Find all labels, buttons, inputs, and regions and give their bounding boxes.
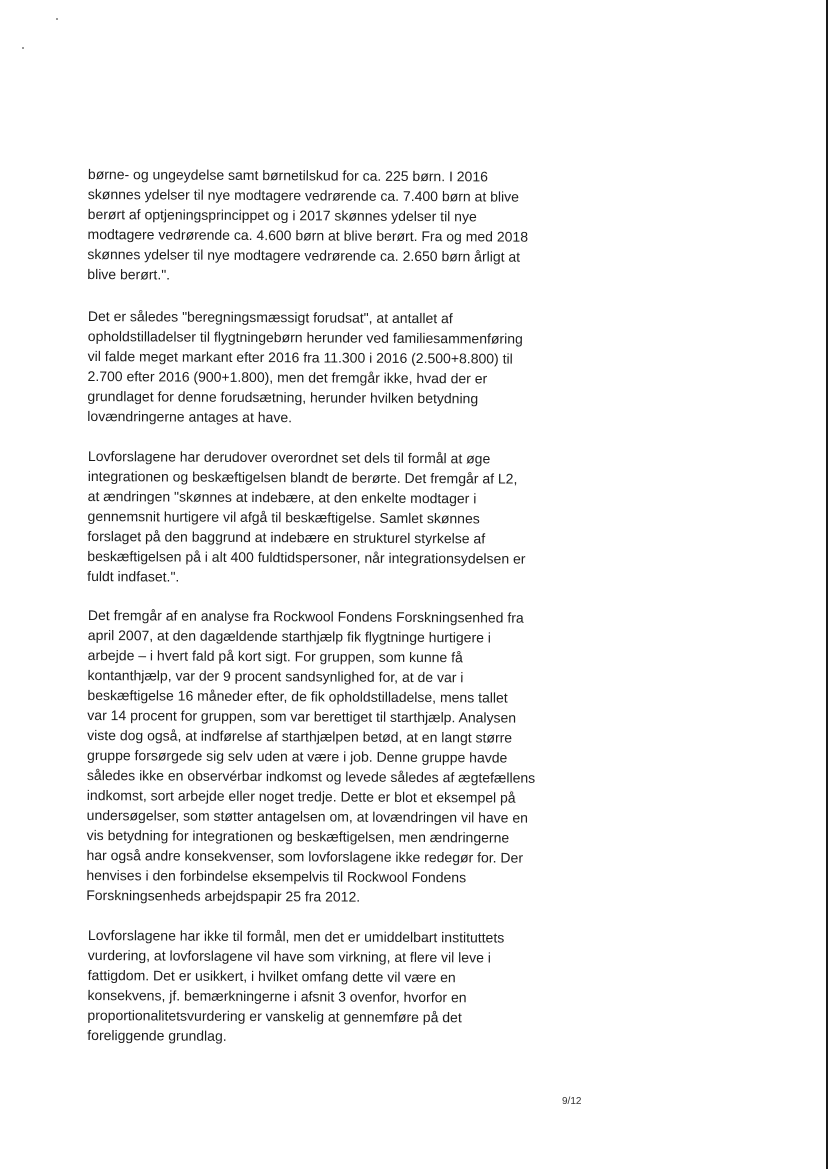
page-number: 9/12 xyxy=(562,1096,582,1107)
paragraph-integration-purpose: Lovforslagene har derudover overordnet set dels til formål at øge integrationen og beskæftigelsen blandt de berørte. Det fremgår af L2, at ændringen "skønnes at indebære, at den enkelte modtager i gennemsnit hurtigere vil afgå til beskæftigelse. Samlet skønnes forslaget på den baggrund at indebære en strukturel styrkelse af beskæftigelsen på i alt 400 fuldtidspersoner, når integrationsydelsen er fuldt indfaset.". xyxy=(87,447,526,585)
paragraph-poverty-assessment: Lovforslagene har ikke til formål, men det er umiddelbart instituttets vurdering, at lovforslagene vil have som virkning, at flere vil leve i fattigdom. Det er usikkert, i hvilket omfang dette vil være en konsekvens, jf. bemærkningerne i afsnit 3 ovenfor, hvorfor en proportionalitetsvurdering er vanskelig at gennemføre på det foreliggende grundlag. xyxy=(87,926,505,1044)
scan-speck xyxy=(56,18,58,20)
paragraph-rockwool-analysis: Det fremgår af en analyse fra Rockwool Fondens Forskningsenhed fra april 2007, at den dagældende starthjælp fik flygtninge hurtigere i arbejde – i hvert fald på kort sigt. For gruppen, som kunne få kontanthjælp, var der 9 procent sandsynlighed for, at de var i beskæftigelse 16 måneder efter, de fik opholdstilladelse, mens tallet var 14 procent for gruppen, som var berettiget til starthjælp. Analysen viste dog også, at indførelse af starthjælpen betød, at en langt større gruppe forsørgede sig selv uden at være i job. Denne gruppe havde således ikke en observérbar indkomst og levede således af ægtefællens indkomst, sort arbejde eller noget tredje. Dette er blot et eksempel på undersøgelser, som støtter antagelsen om, at lovændringen vil have en vis betydning for integrationen og beskæftigelsen, men ændringerne har også andre konsekvenser, som lovforslagene ikke redegør for. Der henvises i den forbindelse eksempelvis til Rockwool Fondens Forskningsenheds arbejdspapir 25 fra 2012. xyxy=(86,606,536,905)
paragraph-calculation-assumption: Det er således "beregningsmæssigt forudsat", at antallet af opholdstilladelser til flygtningebørn herunder ved familiesammenføring vil falde meget markant efter 2016 fra 11.300 i 2016 (2.500+8.800) til 2.700 efter 2016 (900+1.800), men det fremgår ikke, hvad der er grundlaget for denne forudsætning, herunder hvilken betydning lovændringerne antages at have. xyxy=(87,307,523,426)
scan-speck xyxy=(22,47,24,49)
paragraph-child-benefits: børne- og ungeydelse samt børnetilskud for ca. 225 børn. I 2016 skønnes ydelser til nye modtagere vedrørende ca. 7.400 børn at blive berørt af optjeningsprincippet og i 2017 skønnes ydelser til nye modtagere vedrørende ca. 4.600 børn at blive berørt. Fra og med 2018 skønnes ydelser til nye modtagere vedrørende ca. 2.650 børn årligt at blive berørt.". xyxy=(87,165,529,283)
